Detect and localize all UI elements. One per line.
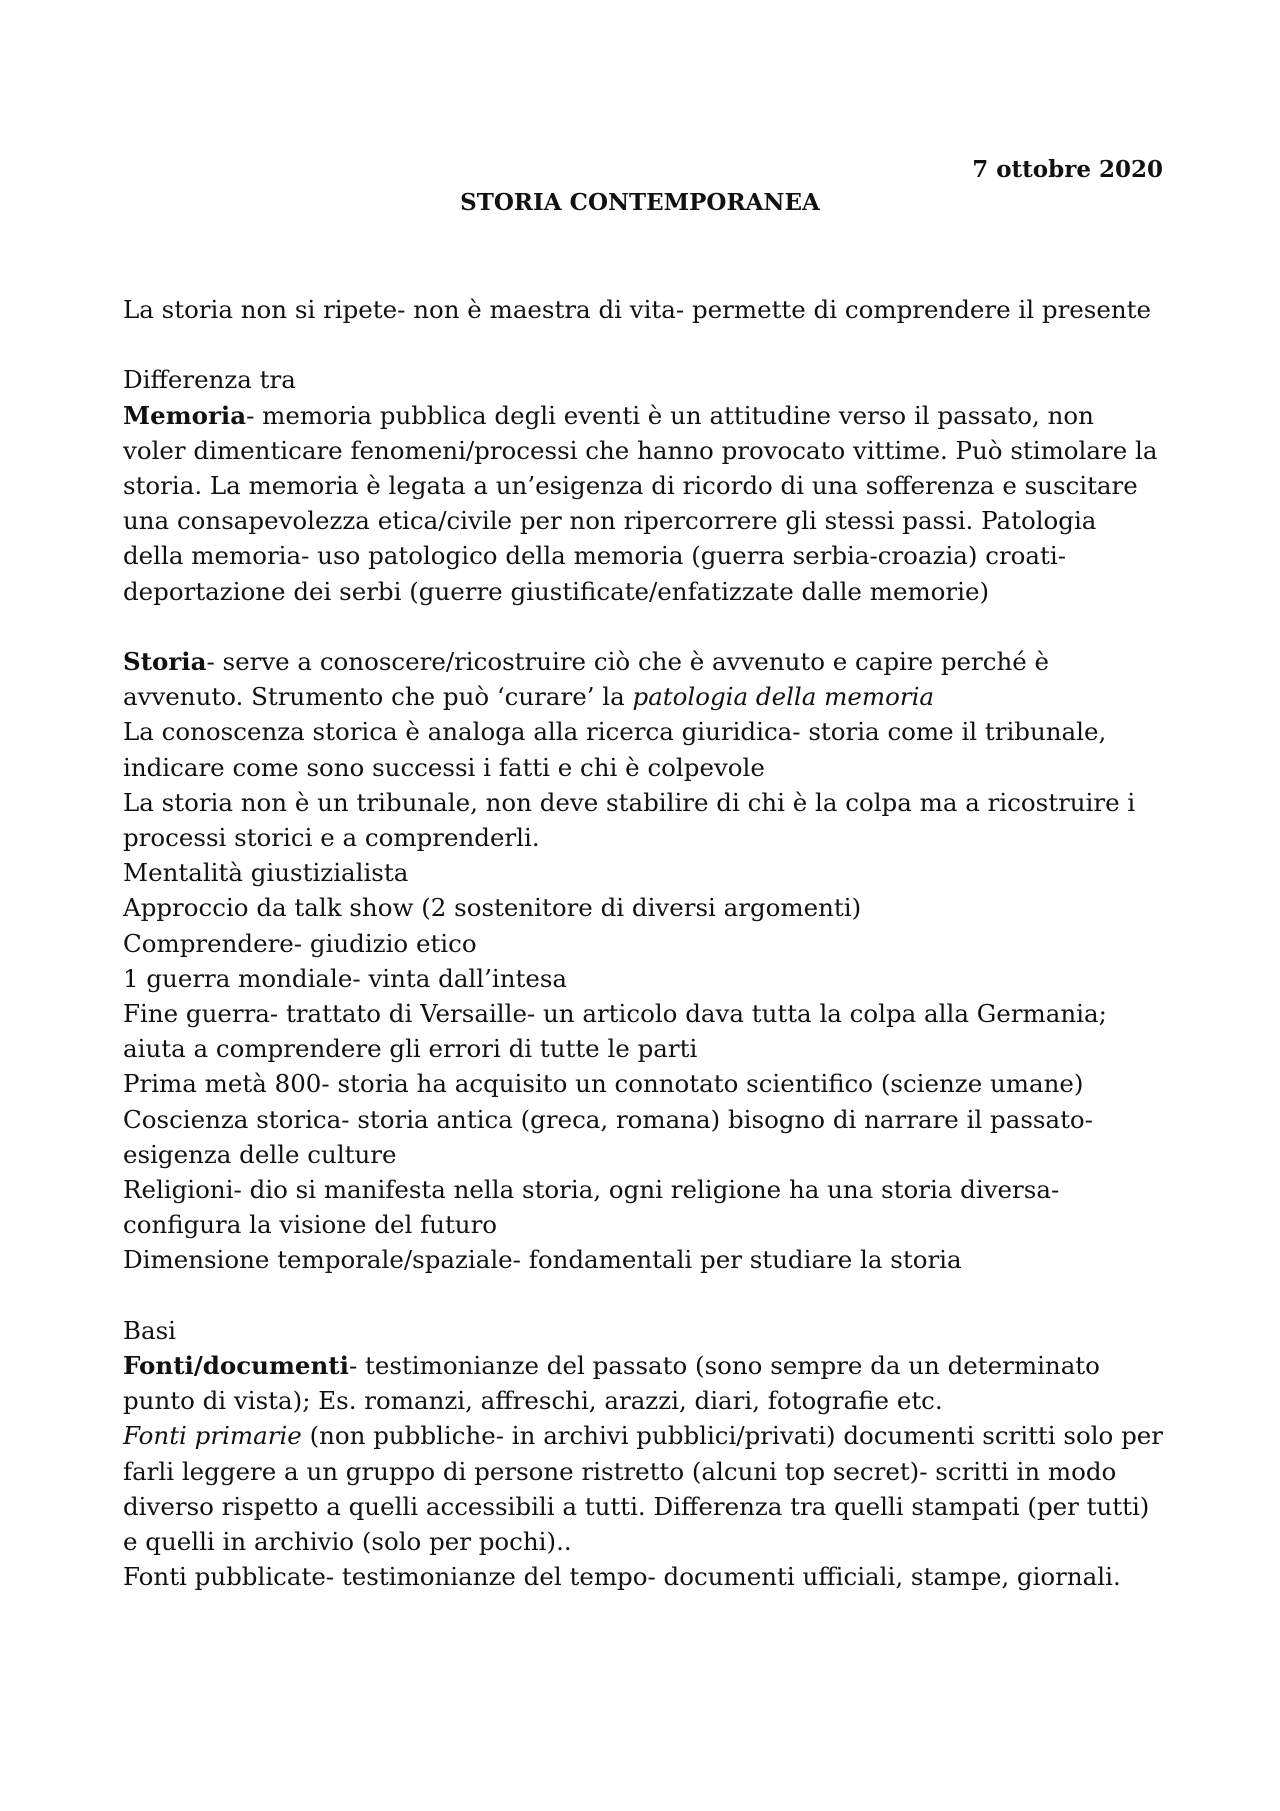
paragraph-gap <box>123 1278 1163 1313</box>
document-body <box>123 292 1163 1594</box>
fonti-primarie-term: Fonti primarie <box>123 1421 302 1451</box>
memoria-text: - memoria pubblica degli eventi è un attitudine verso il passato, non voler dimenticare fenomeni/processi che hanno provocato vittime. Può stimolare la storia. La memoria è legata a un’esigenza di ricordo di una sofferenza e suscitare una consapevolezza etica/civile per non ripercorrere gli stessi passi. Patologia della memoria- uso patologico della memoria (guerra serbia-croazia) croati- deportazione dei serbi (guerre giustificate/enfatizzate dalle memorie) <box>123 400 1158 606</box>
storia-text: - serve a conoscere/ricostruire ciò che è avvenuto e capire perché è avvenuto. Strumento che può ‘curare’ la <box>123 647 1050 712</box>
fonti-text: - testimonianze del passato (sono sempre da un determinato punto di vista); Es. romanzi, affreschi, arazzi, diari, fotografie etc. <box>123 1351 1100 1416</box>
storia-line: Prima metà 800- storia ha acquisito un connotato scientifico (scienze umane) <box>123 1069 1084 1099</box>
storia-line: La storia non è un tribunale, non deve stabilire di chi è la colpa ma a ricostruire i processi storici e a comprenderli. <box>123 787 1136 853</box>
basi-label: Basi <box>123 1315 177 1345</box>
document-title: STORIA CONTEMPORANEA <box>460 189 820 216</box>
fonti-term: Fonti/documenti <box>123 1351 349 1381</box>
storia-line: 1 guerra mondiale- vinta dall’intesa <box>123 963 568 993</box>
memoria-term: Memoria <box>123 400 247 430</box>
storia-line: Comprendere- giudizio etico <box>123 928 477 958</box>
storia-line: La conoscenza storica è analoga alla ricerca giuridica- storia come il tribunale, indicare come sono successi i fatti e chi è colpevole <box>123 717 1107 782</box>
document-date: 7 ottobre 2020 <box>972 156 1163 183</box>
paragraph-gap <box>123 609 1163 644</box>
difference-label: Differenza tra <box>123 365 296 395</box>
storia-line: Fine guerra- trattato di Versaille- un articolo dava tutta la colpa alla Germania; aiuta a comprendere gli errori di tutte le parti <box>123 999 1107 1064</box>
fonti-primarie-text: (non pubbliche- in archivi pubblici/privati) documenti scritti solo per farli leggere a un gruppo di persone ristretto (alcuni top secret)- scritti in modo diverso rispetto a quelli accessibili a tutti. Differenza tra quelli stampati (per tutti) e quelli in archivio (solo per pochi).. <box>123 1421 1163 1557</box>
memoria-paragraph <box>123 398 1163 609</box>
fonti-paragraph <box>123 1348 1163 1418</box>
storia-line: Religioni- dio si manifesta nella storia, ogni religione ha una storia diversa- configura la visione del futuro <box>123 1175 1060 1240</box>
fonti-primarie-paragraph <box>123 1418 1163 1559</box>
paragraph-gap <box>123 327 1163 362</box>
storia-paragraph <box>123 644 1163 714</box>
storia-term: Storia <box>123 647 207 676</box>
storia-italic: patologia della memoria <box>632 682 935 712</box>
storia-line: Mentalità giustizialista <box>123 858 409 888</box>
storia-line: Dimensione temporale/spaziale- fondamentali per studiare la storia <box>123 1245 962 1275</box>
fonti-pubblicate-paragraph: Fonti pubblicate- testimonianze del tempo- documenti ufficiali, stampe, giornali. <box>123 1562 1121 1592</box>
storia-line: Approccio da talk show (2 sostenitore di diversi argomenti) <box>123 893 862 923</box>
storia-line: Coscienza storica- storia antica (greca, romana) bisogno di narrare il passato- esigenza delle culture <box>123 1104 1093 1169</box>
intro-paragraph: La storia non si ripete- non è maestra di vita- permette di comprendere il presente <box>123 295 1151 324</box>
